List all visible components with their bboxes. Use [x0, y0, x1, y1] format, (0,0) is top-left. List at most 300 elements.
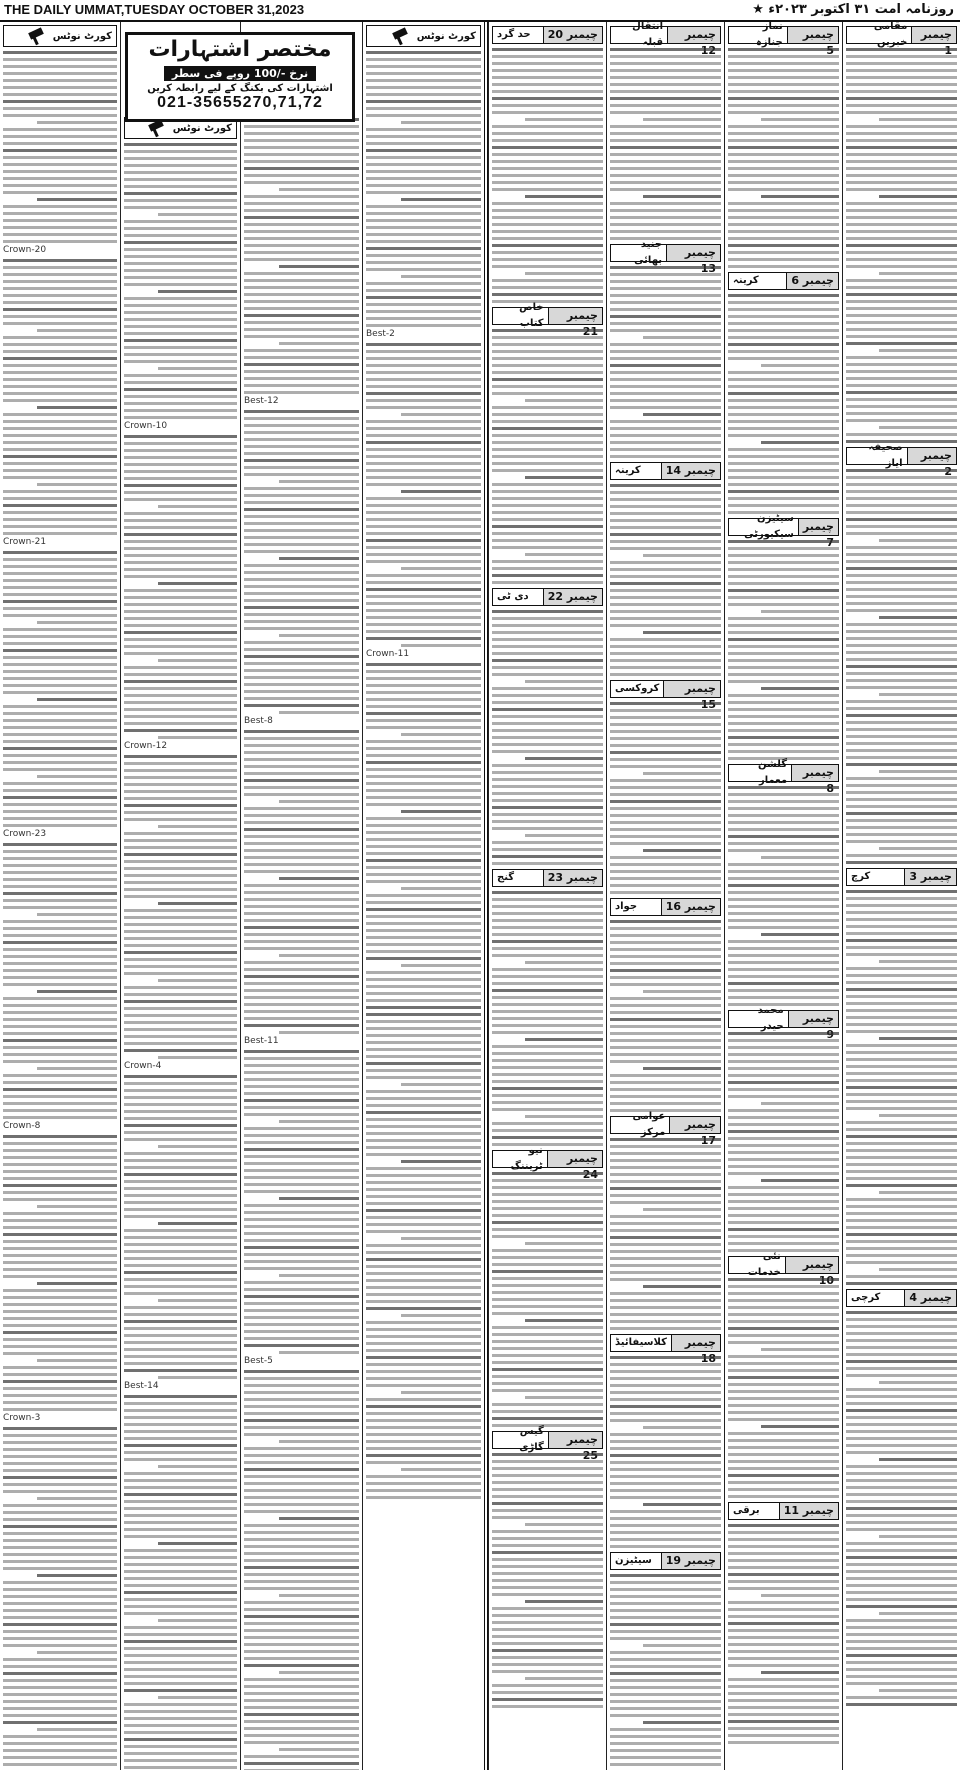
text-line: [124, 895, 237, 898]
text-line: [492, 357, 603, 360]
text-line: [124, 498, 237, 501]
text-line: [846, 1282, 957, 1285]
text-line: [643, 1285, 721, 1288]
text-line: [3, 1032, 117, 1035]
text-line: [244, 349, 359, 352]
section-number: چیمبر: [548, 308, 602, 324]
text-line: [244, 438, 359, 441]
text-line: [846, 1100, 957, 1103]
section-number: چیمبر 14: [661, 463, 720, 479]
text-line: [366, 1020, 481, 1023]
text-line: [3, 490, 117, 493]
text-line: [366, 163, 481, 166]
text-line: [3, 58, 117, 61]
section-number: چیمبر: [548, 1432, 602, 1448]
text-line: [525, 834, 603, 837]
text-line: [366, 560, 481, 563]
text-line: [610, 76, 721, 79]
text-line: [846, 1472, 957, 1475]
text-line: [124, 1640, 237, 1643]
text-line: [366, 1384, 481, 1387]
text-line: [492, 83, 603, 86]
section-title: برقی: [733, 1505, 760, 1516]
section-header: [492, 1145, 603, 1172]
text-line: [846, 700, 957, 703]
text-line: [610, 83, 721, 86]
text-line: [610, 491, 721, 494]
text-line: [244, 314, 359, 317]
text-line: [366, 51, 481, 54]
text-line: [492, 1453, 603, 1456]
text-line: [124, 589, 237, 592]
text-line: [124, 1717, 237, 1720]
text-line: [124, 1724, 237, 1727]
text-line: [3, 1039, 117, 1042]
text-line: [492, 1291, 603, 1294]
text-line: [124, 874, 237, 877]
text-line: [3, 948, 117, 951]
text-line: [366, 1111, 481, 1114]
text-line: [366, 726, 481, 729]
text-line: [244, 466, 359, 469]
text-line: [492, 1705, 603, 1708]
text-line: [366, 1349, 481, 1352]
text-line: [124, 986, 237, 989]
text-line: [846, 532, 957, 535]
text-line: [846, 574, 957, 577]
section-number: چیمبر 20: [543, 27, 602, 43]
text-line: [366, 1104, 481, 1107]
text-line: [728, 926, 839, 929]
text-line: [124, 846, 237, 849]
text-line: [728, 1657, 839, 1660]
section-number: چیمبر 19: [661, 1553, 720, 1569]
text-line: [366, 79, 481, 82]
text-line: [124, 715, 237, 718]
text-line: [643, 849, 721, 852]
text-line: [610, 1278, 721, 1281]
text-line: [492, 1544, 603, 1547]
text-line: [366, 1300, 481, 1303]
text-line: [3, 1665, 117, 1668]
text-line: [279, 1274, 360, 1277]
text-line: [846, 216, 957, 219]
text-line: [244, 237, 359, 240]
text-line: [124, 1682, 237, 1685]
text-line: [124, 1035, 237, 1038]
text-line: [879, 1268, 957, 1271]
text-line: [728, 371, 839, 374]
text-line: [366, 289, 481, 292]
text-line: [728, 455, 839, 458]
text-line: [244, 1496, 359, 1499]
text-line: [244, 1127, 359, 1130]
text-line: [3, 1191, 117, 1194]
text-line: [610, 1714, 721, 1717]
text-line: [492, 645, 603, 648]
text-line: [492, 1045, 603, 1048]
text-line: [728, 1566, 839, 1569]
text-line: [366, 712, 481, 715]
text-line: [124, 1500, 237, 1503]
text-line: [124, 561, 237, 564]
text-line: [244, 1253, 359, 1256]
text-line: [3, 1247, 117, 1250]
text-line: [366, 1447, 481, 1450]
text-line: [761, 195, 839, 198]
text-line: [124, 1215, 237, 1218]
text-line: [3, 810, 117, 813]
classified-column-3: [606, 22, 724, 1770]
text-line: [3, 1289, 117, 1292]
text-line: [244, 1580, 359, 1583]
text-line: [728, 378, 839, 381]
text-line: [124, 241, 237, 244]
text-line: [3, 1296, 117, 1299]
text-line: [3, 878, 117, 881]
text-line: [610, 1166, 721, 1169]
text-line: [244, 244, 359, 247]
text-line: [124, 1049, 237, 1052]
text-line: [846, 279, 957, 282]
text-line: [124, 783, 237, 786]
text-line: [492, 1495, 603, 1498]
text-line: [846, 1360, 957, 1363]
text-line: [761, 1348, 839, 1351]
text-line: [728, 167, 839, 170]
text-line: [244, 807, 359, 810]
text-line: [244, 1615, 359, 1618]
text-line: [124, 1348, 237, 1351]
text-line: [3, 1434, 117, 1437]
section-header: [728, 22, 839, 48]
text-line: [492, 181, 603, 184]
text-line: [124, 1689, 237, 1692]
text-line: [728, 701, 839, 704]
text-line: [244, 620, 359, 623]
text-line: [366, 817, 481, 820]
text-line: [3, 1546, 117, 1549]
text-line: [158, 1696, 237, 1699]
text-line: [492, 504, 603, 507]
text-line: [846, 1346, 957, 1349]
text-line: [124, 1472, 237, 1475]
text-line: [366, 511, 481, 514]
text-line: [158, 1222, 237, 1225]
text-line: [366, 1167, 481, 1170]
text-line: [124, 993, 237, 996]
text-line: [525, 553, 603, 556]
text-line: [728, 1313, 839, 1316]
text-line: [366, 497, 481, 500]
text-line: [158, 825, 237, 828]
section-title: کرچی: [851, 1292, 881, 1303]
text-line: [492, 532, 603, 535]
text-line: [124, 157, 237, 160]
text-line: [846, 1402, 957, 1405]
text-line: [124, 519, 237, 522]
text-line: [728, 898, 839, 901]
text-line: [728, 308, 839, 311]
text-line: [366, 371, 481, 374]
text-line: [761, 441, 839, 444]
text-line: [610, 603, 721, 606]
text-line: [158, 1299, 237, 1302]
text-line: [124, 1451, 237, 1454]
text-line: [244, 459, 359, 462]
text-line: [492, 1403, 603, 1406]
text-line: [3, 857, 117, 860]
text-line: [728, 1032, 839, 1035]
text-line: [366, 1405, 481, 1408]
text-line: [244, 1099, 359, 1102]
text-line: [492, 385, 603, 388]
gavel-icon: [25, 26, 49, 46]
text-line: [492, 132, 603, 135]
text-line: [728, 139, 839, 142]
text-line: [3, 789, 117, 792]
text-line: [846, 1009, 957, 1012]
text-line: [610, 1306, 721, 1309]
text-line: [492, 378, 603, 381]
text-line: [846, 504, 957, 507]
text-line: [492, 1565, 603, 1568]
text-line: [728, 1144, 839, 1147]
text-line: [492, 567, 603, 570]
text-line: [244, 1232, 359, 1235]
text-line: [492, 1656, 603, 1659]
text-line: [3, 114, 117, 117]
text-line: [3, 72, 117, 75]
text-line: [366, 184, 481, 187]
text-line: [610, 1468, 721, 1471]
text-line: [158, 902, 237, 905]
text-line: [3, 1693, 117, 1696]
section-title: صحیفہ ایاز: [868, 442, 903, 469]
text-line: [846, 1051, 957, 1054]
text-line: [3, 1219, 117, 1222]
text-line: [3, 1366, 117, 1369]
text-line: [124, 1369, 237, 1372]
text-line: [244, 1622, 359, 1625]
text-line: [728, 540, 839, 543]
text-line: [401, 964, 482, 967]
text-line: [366, 296, 481, 299]
text-line: [610, 1454, 721, 1457]
section-number: چیمبر: [669, 1117, 720, 1133]
text-line: [610, 1609, 721, 1612]
text-line: [3, 740, 117, 743]
text-line: [846, 890, 957, 893]
text-line: [124, 818, 237, 821]
text-line: [37, 406, 117, 409]
section-title: سیٹیزن: [615, 1555, 652, 1566]
text-line: [3, 107, 117, 110]
text-line: [124, 937, 237, 940]
text-line: [846, 560, 957, 563]
text-line: [244, 730, 359, 733]
text-line: [728, 1306, 839, 1309]
text-line: [244, 898, 359, 901]
section-header: [728, 513, 839, 540]
text-line: [3, 733, 117, 736]
section-number: چیمبر: [788, 1011, 838, 1027]
text-line: [492, 1172, 603, 1175]
text-line: [728, 1650, 839, 1653]
text-line: [124, 1173, 237, 1176]
text-line: [761, 856, 839, 859]
text-line: [610, 856, 721, 859]
text-line: [492, 237, 603, 240]
text-line: [366, 532, 481, 535]
text-line: [244, 1017, 359, 1020]
text-line: [366, 581, 481, 584]
text-line: [124, 1437, 237, 1440]
text-line: [728, 680, 839, 683]
court-notice-header: [3, 25, 117, 47]
text-line: [846, 918, 957, 921]
text-line: [244, 1643, 359, 1646]
text-line: [492, 1066, 603, 1069]
text-line: [158, 505, 237, 508]
text-line: [728, 202, 839, 205]
text-line: [366, 1006, 481, 1009]
text-line: [492, 827, 603, 830]
text-line: [3, 1170, 117, 1173]
text-line: [728, 1088, 839, 1091]
text-line: [244, 1176, 359, 1179]
text-line: [3, 469, 117, 472]
text-line: [846, 223, 957, 226]
section-title: حد گرد: [497, 29, 531, 40]
text-line: [244, 1405, 359, 1408]
section-title: گیس گاڑی: [519, 1426, 544, 1453]
text-line: [3, 86, 117, 89]
text-line: [610, 1482, 721, 1485]
text-line: [492, 574, 603, 577]
text-line: [492, 1073, 603, 1076]
text-line: [366, 894, 481, 897]
text-line: [610, 90, 721, 93]
text-line: [846, 412, 957, 415]
text-line: [366, 455, 481, 458]
text-line: [124, 1117, 237, 1120]
text-line: [124, 797, 237, 800]
text-line: [37, 1282, 117, 1285]
text-line: [366, 476, 481, 479]
text-line: [846, 1430, 957, 1433]
text-line: [3, 1233, 117, 1236]
notice-code-label: Crown-12: [124, 741, 168, 751]
text-line: [124, 1493, 237, 1496]
text-line: [366, 1013, 481, 1016]
text-line: [3, 997, 117, 1000]
text-line: [728, 554, 839, 557]
text-line: [525, 118, 603, 121]
text-line: [244, 989, 359, 992]
text-line: [3, 1345, 117, 1348]
text-line: [846, 932, 957, 935]
text-line: [610, 955, 721, 958]
text-line: [492, 1326, 603, 1329]
text-line: [366, 114, 481, 117]
text-line: [492, 771, 603, 774]
text-line: [244, 919, 359, 922]
text-line: [124, 1486, 237, 1489]
text-line: [610, 941, 721, 944]
text-line: [728, 434, 839, 437]
text-line: [879, 539, 957, 542]
text-line: [3, 163, 117, 166]
masthead-english-title: THE DAILY UMMAT,TUESDAY OCTOBER 31,2023: [4, 2, 305, 17]
text-line: [610, 948, 721, 951]
text-line: [244, 793, 359, 796]
text-line: [728, 1109, 839, 1112]
text-line: [643, 413, 721, 416]
text-line: [244, 1064, 359, 1067]
text-line: [3, 1184, 117, 1187]
text-line: [244, 1706, 359, 1709]
text-line: [492, 954, 603, 957]
text-line: [879, 1458, 957, 1461]
text-line: [244, 1134, 359, 1137]
text-line: [728, 1629, 839, 1632]
section-header: [610, 239, 721, 266]
text-line: [728, 912, 839, 915]
text-line: [124, 687, 237, 690]
text-line: [846, 791, 957, 794]
text-line: [610, 385, 721, 388]
text-line: [525, 1038, 603, 1041]
text-line: [124, 1535, 237, 1538]
text-line: [244, 606, 359, 609]
notice-code-label: Best-11: [244, 1036, 279, 1046]
text-line: [492, 1474, 603, 1477]
text-line: [846, 988, 957, 991]
text-line: [279, 1197, 360, 1200]
text-line: [610, 997, 721, 1000]
text-line: [244, 1503, 359, 1506]
text-line: [3, 1427, 117, 1430]
text-line: [244, 1510, 359, 1513]
text-line: [366, 65, 481, 68]
text-line: [728, 863, 839, 866]
text-line: [643, 631, 721, 634]
text-line: [366, 1055, 481, 1058]
text-line: [366, 1496, 481, 1499]
text-line: [244, 1309, 359, 1312]
text-line: [728, 645, 839, 648]
text-line: [728, 1130, 839, 1133]
text-line: [3, 1310, 117, 1313]
text-line: [492, 1249, 603, 1252]
text-line: [492, 1228, 603, 1231]
court-notice-header: [366, 25, 481, 47]
text-line: [244, 1113, 359, 1116]
text-line: [728, 1608, 839, 1611]
text-line: [728, 1587, 839, 1590]
text-line: [366, 364, 481, 367]
text-line: [728, 1193, 839, 1196]
text-line: [610, 1735, 721, 1738]
text-line: [846, 630, 957, 633]
text-line: [124, 150, 237, 153]
text-line: [728, 1235, 839, 1238]
text-line: [610, 273, 721, 276]
text-line: [761, 1425, 839, 1428]
text-line: [846, 721, 957, 724]
text-line: [124, 1654, 237, 1657]
